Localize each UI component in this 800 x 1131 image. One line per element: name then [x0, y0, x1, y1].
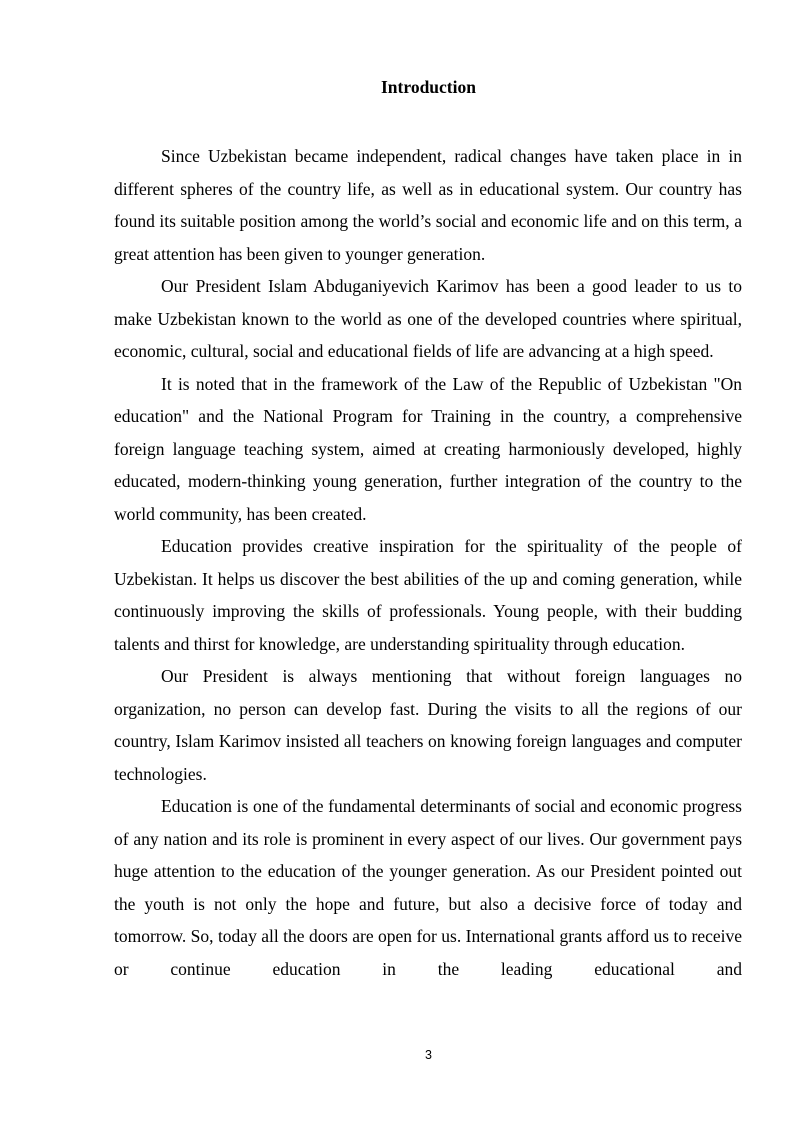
paragraph-6: Education is one of the fundamental determinants of social and economic progress of any nation and its role is prominent in every aspect of our lives. Our government pays huge attention to the education of the younger generation. As our President pointed out the youth is not only the hope and future, but also a decisive force of today and tomorrow. So, today all the doors are open for us. International grants afford us to receive or continue education in the leading educational and	[114, 796, 742, 979]
paragraph-5: Our President is always mentioning that without foreign languages no organization, no person can develop fast. During the visits to all the regions of our country, Islam Karimov insisted all teachers on knowing foreign languages and computer technologies.	[114, 666, 742, 784]
page-number: 3	[425, 1048, 432, 1062]
paragraph-2: Our President Islam Abduganiyevich Karimov has been a good leader to us to make Uzbekistan known to the world as one of the developed countries where spiritual, economic, cultural, social and educational fields of life are advancing at a high speed.	[114, 276, 742, 361]
paragraph-4: Education provides creative inspiration for the spirituality of the people of Uzbekistan. It helps us discover the best abilities of the up and coming generation, while continuously improving the skills of professionals. Young people, with their budding talents and thirst for knowledge, are understanding spirituality through education.	[114, 536, 742, 654]
page-title: Introduction	[381, 77, 476, 97]
body-text	[114, 140, 742, 985]
paragraph-1: Since Uzbekistan became independent, radical changes have taken place in in different spheres of the country life, as well as in educational system. Our country has found its suitable position among the world’s social and economic life and on this term, a great attention has been given to younger generation.	[114, 146, 742, 264]
paragraph-3: It is noted that in the framework of the Law of the Republic of Uzbekistan "On education" and the National Program for Training in the country, a comprehensive foreign language teaching system, aimed at creating harmoniously developed, highly educated, modern-thinking young generation, further integration of the country to the world community, has been created.	[114, 373, 742, 524]
